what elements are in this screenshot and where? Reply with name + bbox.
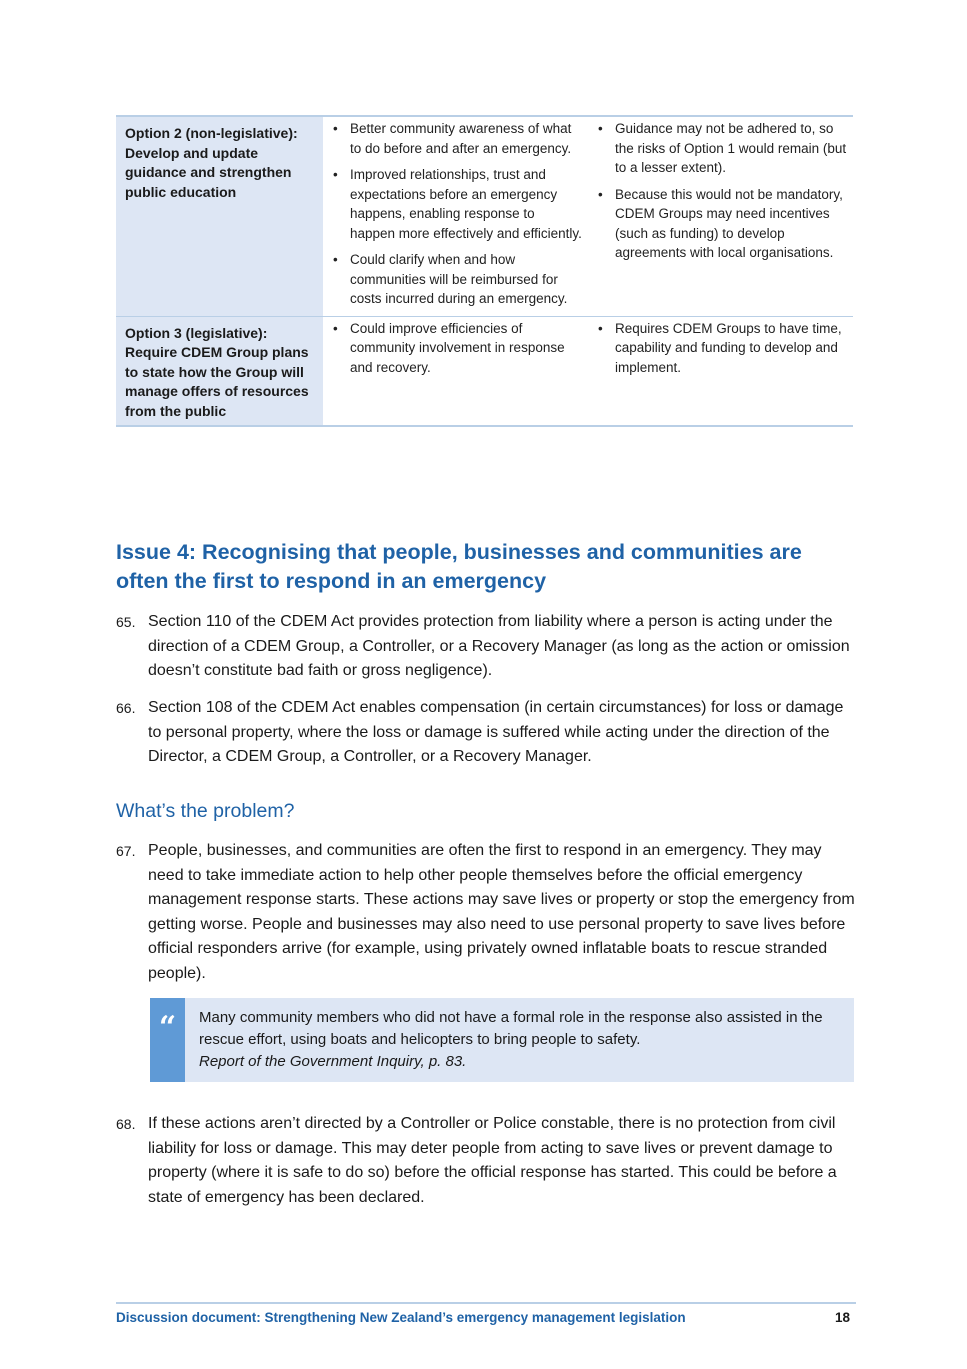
quote-content <box>185 998 854 1082</box>
table-row <box>116 316 853 426</box>
list-item: • Could clarify when and how communities will be reimbursed for costs incurred during an emergency. <box>331 250 582 309</box>
option-3-label: Option 3 (legislative): Require CDEM Group plans to state how the Group will manage offers of resources from the public <box>116 317 323 426</box>
option-2-costs <box>588 117 853 316</box>
option-2-benefits <box>323 117 588 316</box>
paragraph-text: If these actions aren’t directed by a Controller or Police constable, there is no protection from civil liability for loss or damage. This may deter people from acting to save lives or prevent damage to property (where it is safe to do so) before the official response has started. This could be before a state of emergency has been declared. <box>148 1115 837 1206</box>
paragraph-67 <box>116 839 858 986</box>
list-item: • Improved relationships, trust and expectations before an emergency happens, enabling response to happen more effectively and efficiently. <box>331 165 582 243</box>
paragraph-number: 65. <box>116 614 136 630</box>
table-row <box>116 117 853 316</box>
list-item: • Because this would not be mandatory, CDEM Groups may need incentives (such as funding) to develop agreements with local organisations. <box>596 185 847 263</box>
option-2-label: Option 2 (non-legislative): Develop and update guidance and strengthen public education <box>116 117 323 316</box>
page-number: 18 <box>834 1310 850 1325</box>
quote-text: Many community members who did not have a formal role in the response also assisted in the rescue effort, using boats and helicopters to bring people to safety. <box>198 1009 823 1048</box>
paragraph-text: Section 110 of the CDEM Act provides protection from liability where a person is acting under the direction of a CDEM Group, a Controller, or a Recovery Manager (as long as the action or omission doesn’t constitute bad faith or gross negligence). <box>148 613 850 679</box>
paragraph-65 <box>116 610 858 684</box>
list-item: • Requires CDEM Groups to have time, capability and funding to develop and implement. <box>596 319 847 378</box>
paragraph-68 <box>116 1112 858 1210</box>
quote-mark-icon: “ <box>150 998 185 1082</box>
paragraph-66 <box>116 696 858 770</box>
footer-title: Discussion document: Strengthening New Zealand’s emergency management legislation <box>116 1310 686 1325</box>
list-item: • Could improve efficiencies of community involvement in response and recovery. <box>331 319 582 378</box>
paragraph-text: Section 108 of the CDEM Act enables compensation (in certain circumstances) for loss or damage to personal property, where the loss or damage is suffered while acting under the direction of the Director, a CDEM Group, a Controller, or a Recovery Manager. <box>148 699 844 765</box>
option-3-costs <box>588 317 853 426</box>
problem-heading: What’s the problem? <box>116 800 295 822</box>
paragraph-number: 68. <box>116 1116 136 1132</box>
issue-heading: Issue 4: Recognising that people, businesses and communities are often the first to respond in an emergency <box>116 540 802 593</box>
paragraph-number: 67. <box>116 843 136 859</box>
paragraph-text: People, businesses, and communities are often the first to respond in an emergency. They may need to take immediate action to help other people themselves before the official emergency management response starts. These actions may save lives or property or stop the emergency from getting worse. People and businesses may also need to use personal property to save lives before official responders arrive (for example, using privately owned inflatable boats to rescue stranded people). <box>148 842 855 982</box>
page-footer <box>116 1302 856 1325</box>
quote-box <box>150 998 854 1082</box>
options-table <box>116 115 853 427</box>
list-item: • Guidance may not be adhered to, so the risks of Option 1 would remain (but to a lesser extent). <box>596 119 847 178</box>
paragraph-number: 66. <box>116 700 136 716</box>
option-3-benefits <box>323 317 588 426</box>
quote-source: Report of the Government Inquiry, p. 83. <box>198 1053 467 1070</box>
list-item: • Better community awareness of what to do before and after an emergency. <box>331 119 582 158</box>
